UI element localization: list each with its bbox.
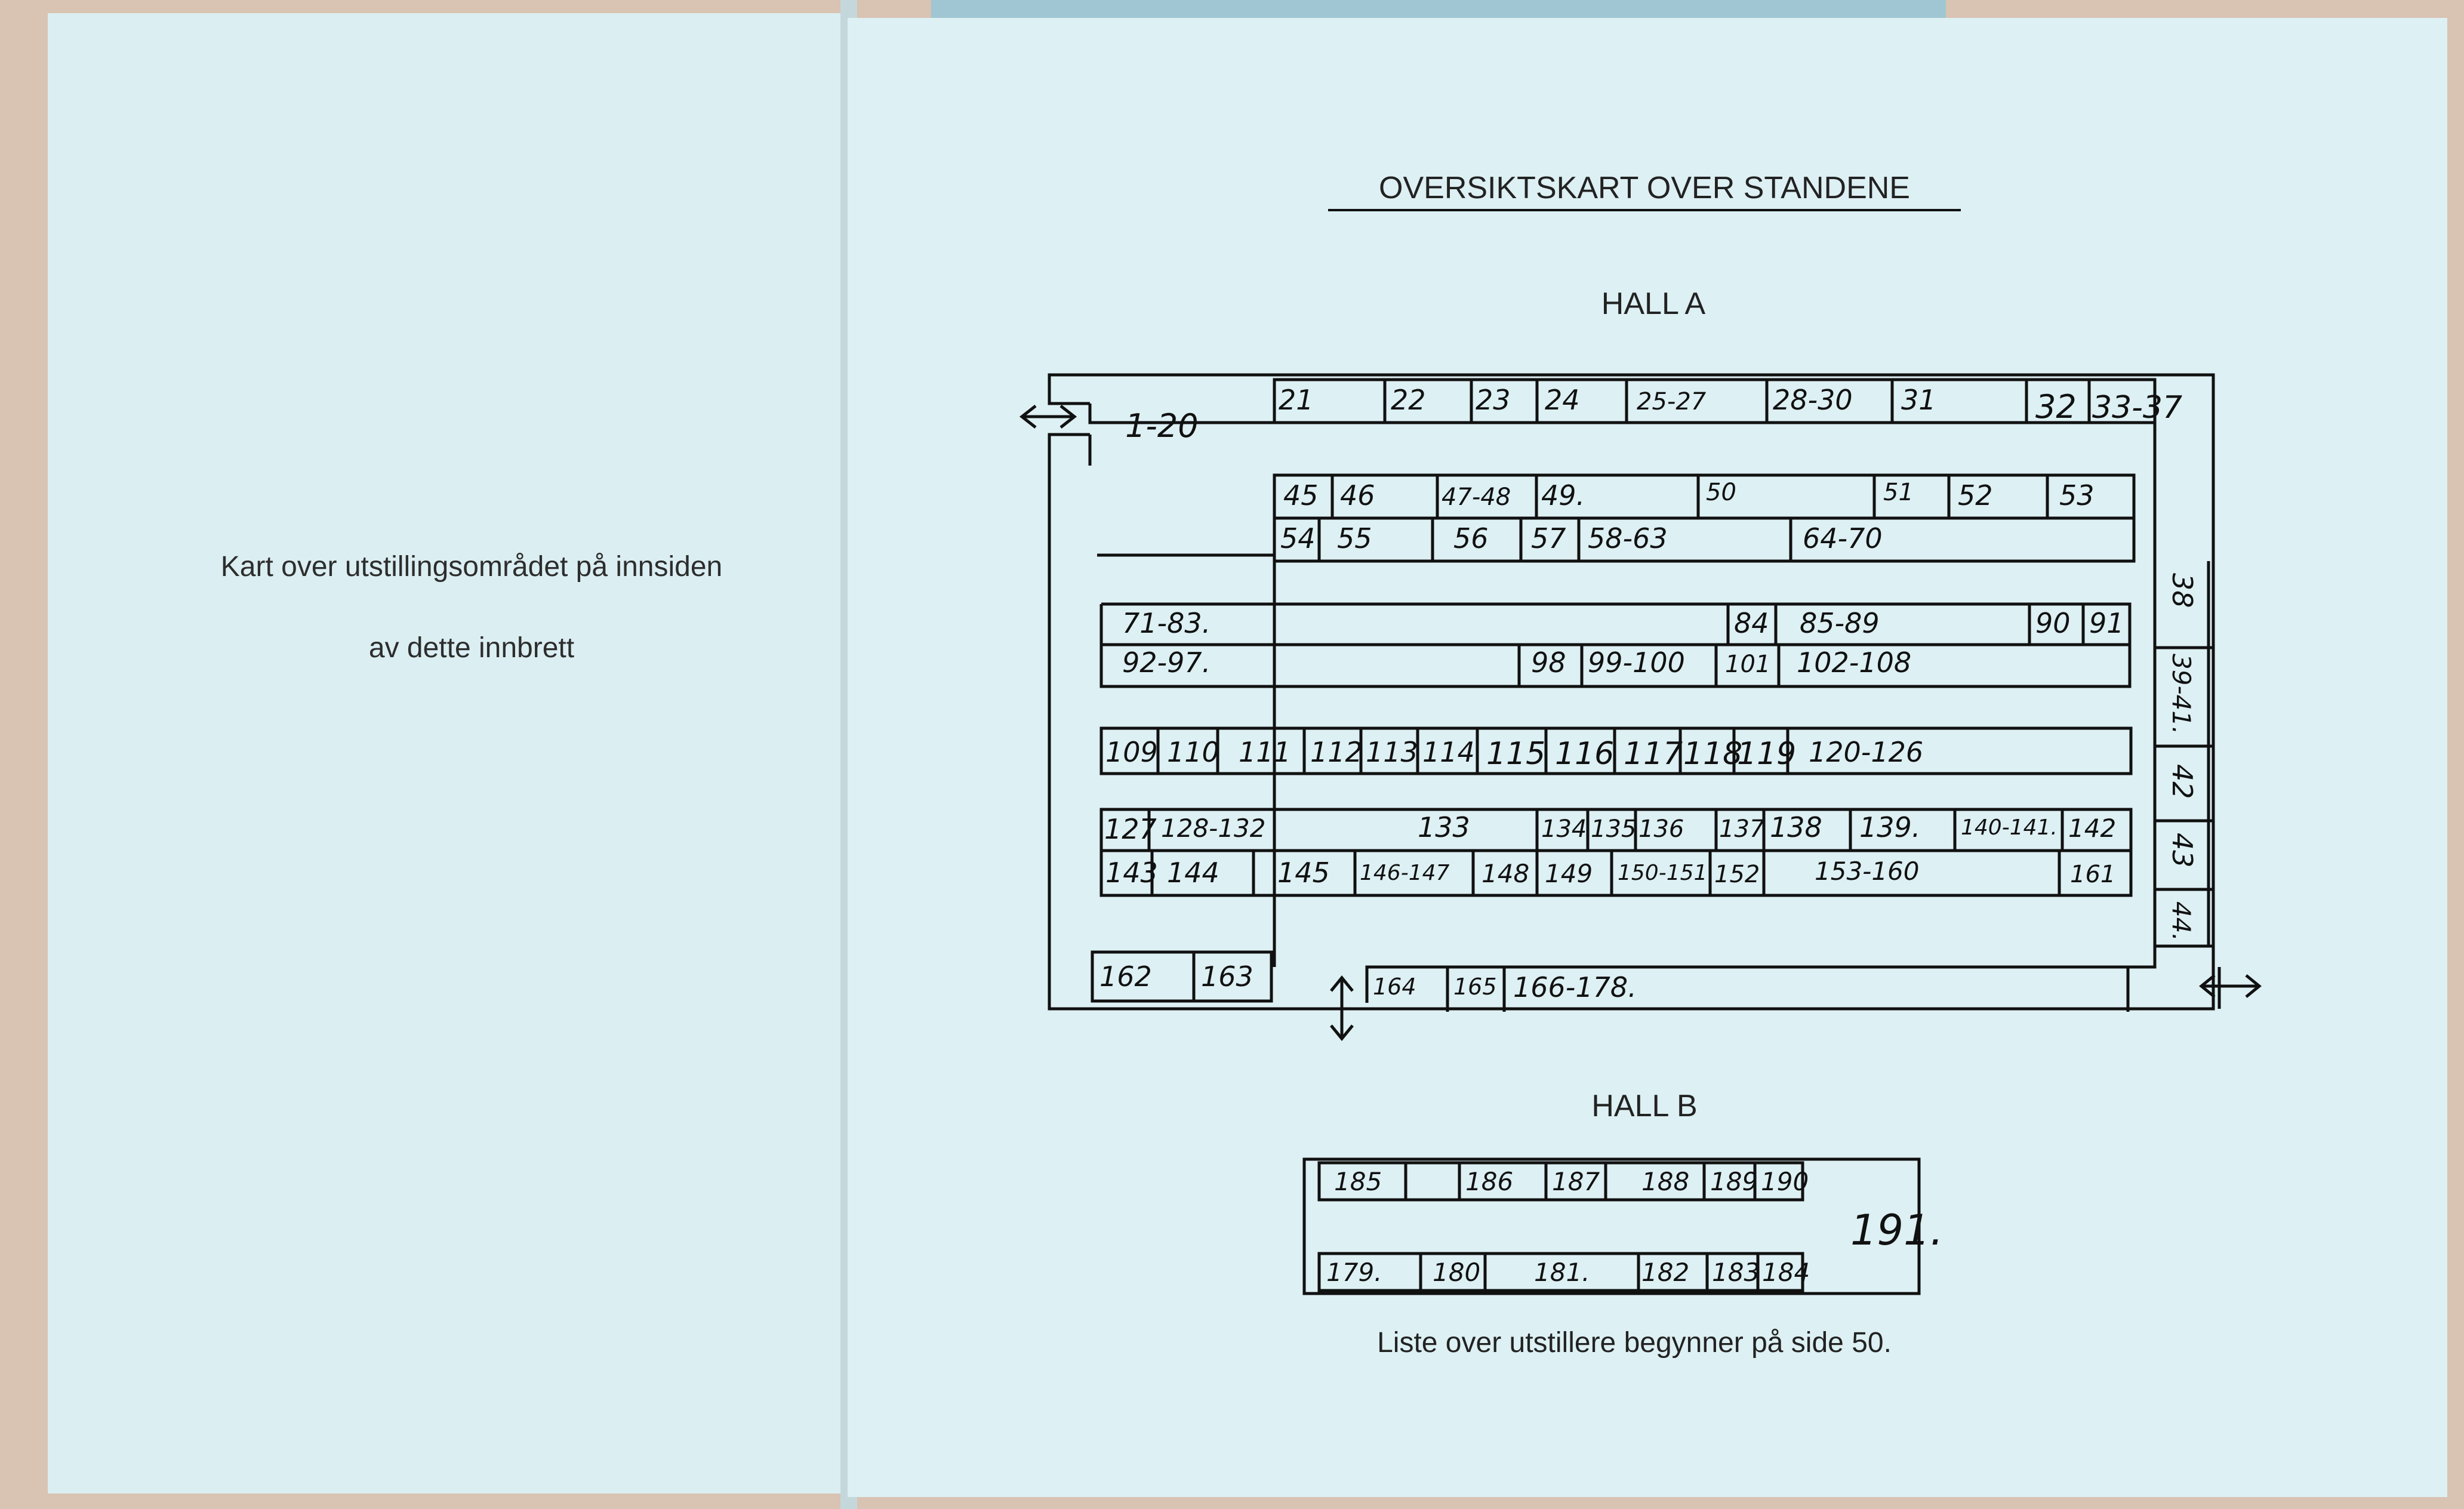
stand-label: 84 (1734, 607, 1769, 639)
stand-label: 91 (2089, 607, 2124, 639)
stand-label: 150-151 (1618, 861, 1708, 885)
stand-label: 153-160 (1815, 857, 1920, 886)
stand-label: 137 (1719, 815, 1765, 843)
stand-label: 138 (1770, 811, 1822, 843)
stand-label: 21 (1279, 384, 1314, 416)
stand-label: 119 (1737, 736, 1797, 772)
stand-label: 139. (1859, 811, 1921, 843)
stand-label: 113 (1366, 736, 1418, 768)
floor-plan (848, 18, 2447, 1497)
stand-label: 183 (1712, 1258, 1760, 1287)
stand-label: 180 (1433, 1258, 1481, 1287)
stand-label: 22 (1391, 384, 1426, 416)
map-title: OVERSIKTSKART OVER STANDENE (1379, 171, 1910, 205)
stand-label: 146-147 (1360, 861, 1450, 885)
stand-label: 32 (2035, 388, 2077, 426)
left-page (48, 13, 848, 1493)
stand-label: 49. (1541, 479, 1585, 512)
stand-label: 142 (2068, 814, 2117, 843)
right-page (848, 18, 2447, 1497)
entrance-arrow-west (1022, 406, 1074, 427)
hall-a-outer-wall (1049, 375, 2213, 1009)
left-caption-line2: av dette innbrett (368, 632, 575, 664)
stand-label: 114 (1422, 736, 1475, 768)
stand-label: 111 (1239, 736, 1291, 768)
stand-label: 184 (1762, 1258, 1810, 1287)
stand-rows-2-3 (1274, 475, 2134, 561)
stand-label: 24 (1545, 384, 1580, 416)
stand-label: 98 (1531, 646, 1566, 679)
stand-label: 118 (1683, 736, 1743, 772)
stand-label: 116 (1555, 736, 1615, 772)
stand-label: 53 (2059, 479, 2095, 512)
stand-label: 101 (1725, 651, 1771, 678)
stand-label: 152 (1714, 861, 1760, 888)
stand-label: 165 (1453, 974, 1497, 1000)
stand-label: 190 (1761, 1167, 1809, 1196)
stand-label: 51 (1883, 479, 1914, 506)
stand-label: 182 (1641, 1258, 1690, 1287)
stand-label: 23 (1476, 384, 1511, 416)
stand-label: 46 (1340, 479, 1375, 512)
stand-label: 45 (1283, 479, 1319, 512)
stand-label-191: 191. (1850, 1206, 1944, 1255)
stand-label: 143 (1105, 857, 1158, 889)
stand-label: 102-108 (1797, 646, 1912, 679)
stand-label: 127 (1104, 813, 1157, 845)
stand-label: 145 (1277, 857, 1330, 889)
stand-label: 90 (2035, 607, 2071, 639)
stand-label: 92-97. (1122, 646, 1211, 679)
stand-label: 25-27 (1637, 388, 1707, 415)
stand-label: 144 (1167, 857, 1219, 889)
stand-label: 140-141. (1961, 815, 2058, 840)
stand-label: 166-178. (1513, 971, 1637, 1003)
stand-label: 33-37 (2092, 390, 2183, 426)
stand-label: 47-48 (1442, 484, 1511, 511)
stand-label: 31 (1901, 384, 1936, 416)
stand-label: 38 (2166, 573, 2198, 608)
stand-column-right (2155, 561, 2213, 946)
stand-label: 133 (1418, 811, 1470, 843)
stand-label: 162 (1099, 960, 1152, 993)
stand-label: 64-70 (1803, 522, 1883, 555)
stand-label: 115 (1486, 736, 1546, 772)
stand-label: 188 (1641, 1167, 1690, 1196)
stand-label: 43 (2166, 833, 2198, 868)
stand-label: 164 (1373, 974, 1416, 1000)
stand-label: 109 (1105, 736, 1158, 768)
stand-label: 117 (1624, 736, 1683, 772)
stand-label: 56 (1453, 522, 1489, 555)
stand-label: 128-132 (1161, 814, 1266, 843)
hall-b-plan (1304, 1159, 1919, 1294)
stand-label: 28-30 (1773, 384, 1853, 416)
stand-label-1-20: 1-20 (1125, 407, 1199, 445)
stand-label: 185 (1334, 1167, 1382, 1196)
stand-label: 42 (2166, 764, 2198, 799)
stand-label: 163 (1201, 960, 1253, 993)
stand-label: 135 (1591, 815, 1637, 843)
stand-label: 71-83. (1122, 607, 1211, 639)
hall-b-label: HALL B (1591, 1089, 1698, 1123)
stand-label: 181. (1534, 1258, 1590, 1287)
stand-label: 44. (2167, 901, 2196, 941)
page-edge-top (931, 0, 1946, 18)
stand-label: 148 (1482, 859, 1530, 888)
stand-label: 110 (1167, 736, 1219, 768)
left-caption-line1: Kart over utstillingsområdet på innsiden (220, 551, 723, 583)
stand-label: 149 (1545, 859, 1593, 888)
stand-label: 54 (1280, 522, 1316, 555)
stand-label: 134 (1541, 815, 1587, 843)
stand-label: 99-100 (1588, 646, 1685, 679)
stand-label: 57 (1531, 522, 1566, 555)
stand-label: 187 (1552, 1167, 1600, 1196)
stand-label: 50 (1706, 479, 1736, 506)
stand-label: 189 (1710, 1167, 1758, 1196)
stand-label: 120-126 (1809, 736, 1924, 768)
stand-label: 52 (1958, 479, 1993, 512)
stand-label: 85-89 (1800, 607, 1880, 639)
stand-label: 179. (1326, 1258, 1382, 1287)
stand-label: 39-41. (2167, 654, 2196, 735)
hall-a-label: HALL A (1601, 287, 1706, 321)
stand-label: 161 (2070, 861, 2116, 888)
footer-note: Liste over utstillere begynner på side 50. (1377, 1327, 1892, 1359)
entrance-arrow-east (2201, 967, 2259, 1009)
stand-label: 186 (1465, 1167, 1514, 1196)
stand-label: 55 (1337, 522, 1372, 555)
stand-label: 136 (1638, 815, 1684, 843)
stand-label: 112 (1310, 736, 1363, 768)
stand-label: 58-63 (1588, 522, 1668, 555)
